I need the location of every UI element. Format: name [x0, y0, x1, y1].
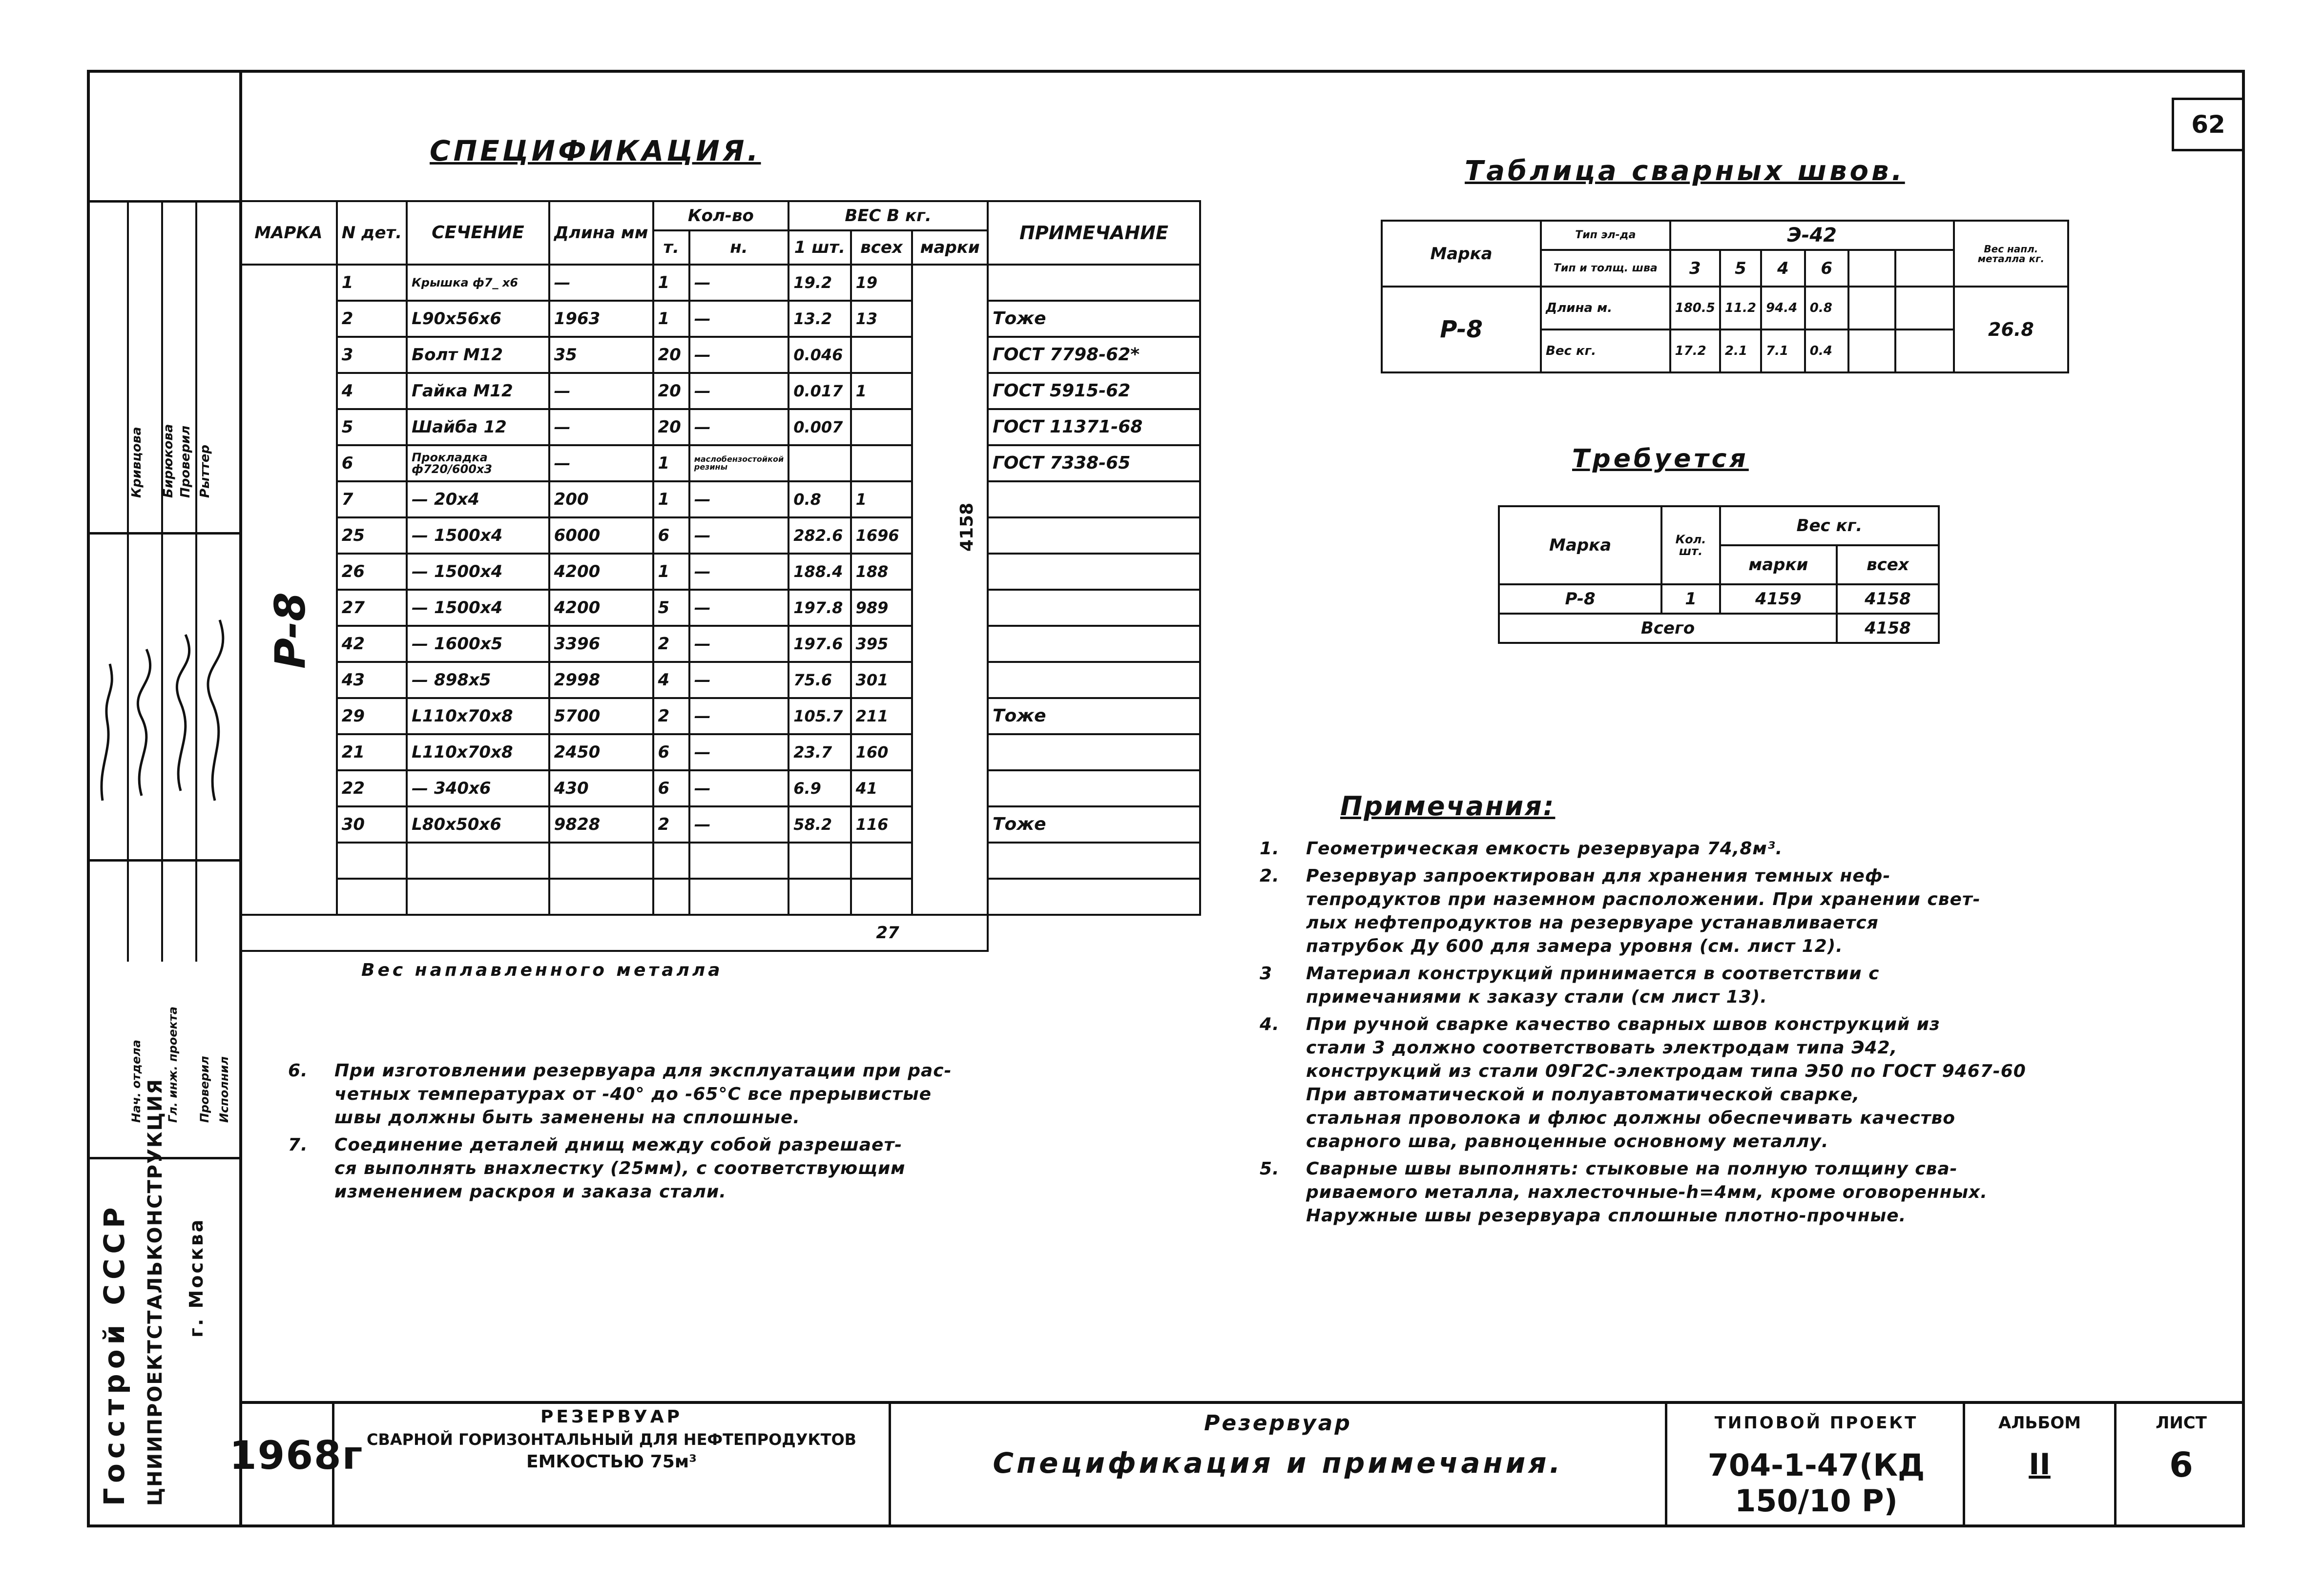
spec-section: — 1500x4	[407, 554, 549, 590]
required-table	[1498, 505, 1940, 644]
role-label-bottom-4: Нач. отдела	[129, 1039, 143, 1123]
title-block-div-2	[889, 1401, 891, 1527]
spec-length: 1963	[549, 301, 653, 337]
note-item	[1260, 1157, 2231, 1228]
spec-note: Тоже	[988, 806, 1200, 843]
spec-qty-n: —	[689, 698, 788, 734]
title-sheet	[893, 1411, 1662, 1480]
weld-length-1: 180.5	[1670, 287, 1720, 330]
spec-mark-weight-cell	[912, 265, 988, 915]
spec-row	[240, 879, 1200, 915]
weld-weight-4: 0.4	[1805, 330, 1848, 372]
spec-qty-n: —	[689, 517, 788, 554]
spec-part-no: 42	[337, 626, 407, 662]
col-length-header: Длина мм	[549, 201, 653, 265]
col-part-header: N дет.	[337, 201, 407, 265]
spec-weight-one: 58.2	[788, 806, 851, 843]
spec-weight-all: 41	[851, 770, 913, 806]
spec-section: — 1600x5	[407, 626, 549, 662]
spec-weight-all	[851, 409, 913, 445]
spec-row	[240, 806, 1200, 843]
note-line: сварного шва, равноценные основному металлу.	[1306, 1132, 1829, 1152]
spec-note: ГОСТ 7338-65	[988, 445, 1200, 481]
spec-part-no: 4	[337, 373, 407, 409]
spec-section	[407, 843, 549, 879]
spec-note	[988, 770, 1200, 806]
title-object-line3: ЕМКОСТЬЮ 75м³	[526, 1452, 697, 1472]
note-line: ся выполнять внахлестку (25мм), с соответствующим	[334, 1158, 906, 1178]
req-mark-header: Марка	[1499, 506, 1661, 584]
title-year: 1968г	[229, 1433, 364, 1478]
side-stamp-divider-v1	[127, 200, 129, 962]
spec-row	[240, 734, 1200, 770]
col-w-one-header: 1 шт.	[788, 230, 851, 265]
spec-section: — 20x4	[407, 481, 549, 517]
spec-title: СПЕЦИФИКАЦИЯ.	[430, 134, 761, 167]
spec-qty-t: 20	[653, 409, 689, 445]
spec-part-no: 30	[337, 806, 407, 843]
spec-weight-one: 197.8	[788, 590, 851, 626]
col-weight-header: ВЕС В кг.	[788, 201, 988, 230]
spec-row	[240, 698, 1200, 734]
spec-weight-one: 13.2	[788, 301, 851, 337]
spec-weight-all: 1	[851, 373, 913, 409]
note-line: Резервуар запроектирован для хранения темных неф-	[1306, 866, 1891, 886]
spec-weight-all: 13	[851, 301, 913, 337]
spec-mark-weight: 4158	[957, 502, 977, 552]
spec-qty-t	[653, 879, 689, 915]
weld-weight-1: 17.2	[1670, 330, 1720, 372]
note-line: стальная проволока и флюс должны обеспечивать качество	[1306, 1108, 1956, 1128]
weld-mark: P-8	[1382, 287, 1541, 372]
spec-length: —	[549, 265, 653, 301]
note-line: примечаниями к заказу стали (см лист 13).	[1306, 987, 1767, 1007]
spec-qty-n: —	[689, 590, 788, 626]
spec-qty-n: —	[689, 301, 788, 337]
spec-row	[240, 662, 1200, 698]
page-number-box	[2172, 98, 2245, 151]
title-sheet-line1: Резервуар	[1204, 1411, 1352, 1436]
role-label-bottom-3: Гл. инж. проекта	[166, 1006, 180, 1123]
spec-section: L90x56x6	[407, 301, 549, 337]
spec-qty-n: —	[689, 409, 788, 445]
spec-weight-all: 211	[851, 698, 913, 734]
spec-row	[240, 481, 1200, 517]
spec-table	[239, 200, 1201, 952]
spec-row	[240, 517, 1200, 554]
spec-row	[240, 337, 1200, 373]
title-object-line1: РЕЗЕРВУАР	[540, 1407, 683, 1427]
title-block-top-rule	[239, 1401, 2245, 1404]
spec-weight-one	[788, 445, 851, 481]
note-line: стали 3 должно соответствовать электродам типа Э42,	[1306, 1038, 1898, 1058]
spec-qty-n: маслобензостойкой резины	[689, 445, 788, 481]
spec-weight-all: 188	[851, 554, 913, 590]
col-w-mark-header: марки	[912, 230, 988, 265]
weld-seam-col-6	[1895, 250, 1954, 287]
spec-part-no: 43	[337, 662, 407, 698]
spec-qty-n: —	[689, 734, 788, 770]
spec-note	[988, 662, 1200, 698]
spec-qty-n	[689, 843, 788, 879]
side-stamp-divider-v3	[195, 200, 197, 962]
spec-section: Гайка М12	[407, 373, 549, 409]
spec-row	[240, 373, 1200, 409]
spec-weight-all	[851, 337, 913, 373]
weld-seam-label: Тип и толщ. шва	[1541, 250, 1670, 287]
spec-note: ГОСТ 11371-68	[988, 409, 1200, 445]
spec-note	[988, 626, 1200, 662]
spec-section: — 340x6	[407, 770, 549, 806]
weld-length-3: 94.4	[1761, 287, 1805, 330]
weld-table-title: Таблица сварных швов.	[1465, 155, 1905, 187]
spec-length: 2450	[549, 734, 653, 770]
role-label-bottom-1: Исполнил	[217, 1056, 231, 1123]
col-section-header: СЕЧЕНИЕ	[407, 201, 549, 265]
spec-note	[988, 554, 1200, 590]
spec-part-no: 3	[337, 337, 407, 373]
spec-qty-t: 1	[653, 554, 689, 590]
side-stamp-divider-v2	[161, 200, 163, 962]
spec-weight-one	[788, 843, 851, 879]
weld-seam-col-4: 6	[1805, 250, 1848, 287]
spec-note	[988, 734, 1200, 770]
spec-qty-t: 1	[653, 265, 689, 301]
spec-row	[240, 554, 1200, 590]
note-line: При автоматической и полуавтоматической сварке,	[1306, 1085, 1860, 1105]
spec-qty-t: 1	[653, 301, 689, 337]
spec-section: L80x50x6	[407, 806, 549, 843]
note-line: Материал конструкций принимается в соответствии с	[1306, 964, 1880, 984]
title-sheet-line2: Спецификация и примечания.	[993, 1446, 1563, 1480]
title-block-div-4	[1963, 1401, 1965, 1527]
spec-qty-t: 2	[653, 806, 689, 843]
role-label-bottom-2: Проверил	[198, 1056, 211, 1123]
note-line: тепродуктов при наземном расположении. При хранении свет-	[1306, 889, 1981, 909]
spec-part-no: 29	[337, 698, 407, 734]
req-row-wall: 4158	[1837, 584, 1939, 614]
spec-section: Прокладка ф720/600x3	[407, 445, 549, 481]
spec-length: —	[549, 445, 653, 481]
spec-length: 430	[549, 770, 653, 806]
spec-footer-label: Вес наплавленного металла	[361, 960, 723, 980]
side-stamp-rule-1	[87, 532, 242, 535]
spec-length: —	[549, 409, 653, 445]
spec-row	[240, 590, 1200, 626]
spec-note	[988, 843, 1200, 879]
spec-weight-one: 0.017	[788, 373, 851, 409]
spec-section: L110x70x8	[407, 698, 549, 734]
role-label-top-2: Проверил	[178, 425, 193, 498]
spec-note: ГОСТ 7798-62*	[988, 337, 1200, 373]
spec-qty-n: —	[689, 481, 788, 517]
spec-qty-n: —	[689, 770, 788, 806]
weld-total-header: Вес напл. металла кг.	[1954, 221, 2068, 287]
spec-weight-all	[851, 445, 913, 481]
spec-part-no	[337, 843, 407, 879]
note-line: Наружные швы резервуара сплошные плотно-прочные.	[1306, 1206, 1907, 1226]
spec-note	[988, 517, 1200, 554]
spec-qty-t: 2	[653, 626, 689, 662]
spec-weight-one: 19.2	[788, 265, 851, 301]
note-number: 5.	[1260, 1159, 1280, 1179]
weld-length-4: 0.8	[1805, 287, 1848, 330]
spec-length: 6000	[549, 517, 653, 554]
spec-part-no: 6	[337, 445, 407, 481]
spec-length: 4200	[549, 590, 653, 626]
spec-qty-t	[653, 843, 689, 879]
spec-qty-n: —	[689, 337, 788, 373]
spec-weight-all: 301	[851, 662, 913, 698]
spec-part-no: 5	[337, 409, 407, 445]
weld-table	[1381, 220, 2069, 373]
spec-note: Тоже	[988, 698, 1200, 734]
spec-section: Крышка ф7_ x6	[407, 265, 549, 301]
spec-weight-one: 0.046	[788, 337, 851, 373]
note-item	[1260, 1013, 2231, 1153]
spec-weight-all: 19	[851, 265, 913, 301]
notes-left-list	[288, 1059, 1260, 1208]
spec-weight-all: 1	[851, 481, 913, 517]
spec-length: 4200	[549, 554, 653, 590]
spec-length: 200	[549, 481, 653, 517]
note-number: 7.	[288, 1135, 308, 1155]
col-note-header: ПРИМЕЧАНИЕ	[988, 201, 1200, 265]
weld-type-label: Тип эл-да	[1541, 221, 1670, 250]
spec-qty-t: 5	[653, 590, 689, 626]
spec-qty-t: 1	[653, 445, 689, 481]
weld-length-label: Длина м.	[1541, 287, 1670, 330]
sheet-value: 6	[2169, 1445, 2193, 1485]
req-qty-header: Кол. шт.	[1661, 506, 1720, 584]
role-label-top-3: Бирюкова	[161, 424, 176, 498]
spec-qty-t: 6	[653, 770, 689, 806]
col-qty-header: Кол-во	[653, 201, 789, 230]
spec-qty-t: 20	[653, 373, 689, 409]
spec-footer-value: 27	[788, 915, 988, 951]
note-line: Сварные швы выполнять: стыковые на полную толщину сва-	[1306, 1159, 1958, 1179]
spec-weight-all: 1696	[851, 517, 913, 554]
spec-mark-value: P-8	[266, 592, 315, 669]
spec-qty-t: 2	[653, 698, 689, 734]
title-block-div-5	[2114, 1401, 2116, 1527]
spec-qty-n: —	[689, 373, 788, 409]
spec-section: — 1500x4	[407, 590, 549, 626]
spec-part-no	[337, 879, 407, 915]
project-label: ТИПОВОЙ ПРОЕКТ	[1714, 1413, 1918, 1433]
sheet-label: ЛИСТ	[2156, 1413, 2207, 1433]
project-value: 704-1-47(КД 150/10 Р)	[1707, 1447, 1925, 1519]
spec-weight-all: 989	[851, 590, 913, 626]
spec-weight-one	[788, 879, 851, 915]
spec-qty-n: —	[689, 265, 788, 301]
spec-qty-n: —	[689, 806, 788, 843]
spec-weight-all: 395	[851, 626, 913, 662]
spec-weight-one: 282.6	[788, 517, 851, 554]
note-line: швы должны быть заменены на сплошные.	[334, 1108, 800, 1128]
spec-row	[240, 445, 1200, 481]
req-row-qty: 1	[1661, 584, 1720, 614]
spec-part-no: 22	[337, 770, 407, 806]
spec-qty-n: —	[689, 626, 788, 662]
title-object	[337, 1406, 886, 1473]
spec-qty-n	[689, 879, 788, 915]
req-row-mark: P-8	[1499, 584, 1661, 614]
spec-length: 2998	[549, 662, 653, 698]
weld-weight-3: 7.1	[1761, 330, 1805, 372]
spec-section: Шайба 12	[407, 409, 549, 445]
spec-weight-all: 160	[851, 734, 913, 770]
spec-length: —	[549, 373, 653, 409]
weld-seam-col-5	[1848, 250, 1895, 287]
weld-seam-col-3: 4	[1761, 250, 1805, 287]
required-title: Требуется	[1572, 444, 1749, 474]
note-number: 4.	[1260, 1014, 1280, 1034]
notes-list	[1260, 837, 2231, 1232]
spec-note	[988, 481, 1200, 517]
spec-section: L110x70x8	[407, 734, 549, 770]
frame-left-top-rule	[87, 200, 242, 203]
spec-weight-all	[851, 879, 913, 915]
title-block-div-3	[1665, 1401, 1667, 1527]
note-item	[1260, 962, 2231, 1009]
spec-row	[240, 770, 1200, 806]
spec-note	[988, 590, 1200, 626]
weld-seam-col-1: 3	[1670, 250, 1720, 287]
spec-qty-t: 6	[653, 734, 689, 770]
spec-qty-t: 4	[653, 662, 689, 698]
req-weight-header: Вес кг.	[1720, 506, 1939, 545]
note-line: патрубок Ду 600 для замера уровня (см. лист 12).	[1306, 936, 1843, 956]
spec-qty-t: 6	[653, 517, 689, 554]
spec-section: — 1500x4	[407, 517, 549, 554]
weld-total: 26.8	[1954, 287, 2068, 372]
spec-note	[988, 265, 1200, 301]
spec-row	[240, 265, 1200, 301]
weld-seam-col-2: 5	[1720, 250, 1761, 287]
req-wmark-header: марки	[1720, 545, 1837, 584]
col-w-all-header: всех	[851, 230, 913, 265]
weld-length-2: 11.2	[1720, 287, 1761, 330]
note-line: конструкций из стали 09Г2С-электродам типа Э50 по ГОСТ 9467-60	[1306, 1061, 2026, 1081]
spec-weight-one: 105.7	[788, 698, 851, 734]
spec-weight-one: 0.8	[788, 481, 851, 517]
spec-qty-t: 1	[653, 481, 689, 517]
note-item	[288, 1133, 1260, 1204]
spec-weight-one: 188.4	[788, 554, 851, 590]
spec-weight-all: 116	[851, 806, 913, 843]
spec-part-no: 21	[337, 734, 407, 770]
spec-mark-cell	[240, 265, 337, 915]
col-mark-header: МАРКА	[240, 201, 337, 265]
album-value: II	[2029, 1447, 2051, 1482]
weld-electrode: Э-42	[1670, 221, 1954, 250]
col-qty-t-header: т.	[653, 230, 689, 265]
note-line: При изготовлении резервуара для эксплуатации при рас-	[334, 1061, 952, 1081]
spec-row	[240, 626, 1200, 662]
spec-section: Болт М12	[407, 337, 549, 373]
spec-length: 35	[549, 337, 653, 373]
note-line: Геометрическая емкость резервуара 74,8м³.	[1306, 839, 1783, 859]
note-item	[1260, 865, 2231, 958]
spec-section: — 898x5	[407, 662, 549, 698]
note-line: Соединение деталей днищ между собой разрешает-	[334, 1135, 903, 1155]
note-number: 6.	[288, 1061, 308, 1081]
req-total-label: Всего	[1499, 614, 1837, 643]
spec-weight-all	[851, 843, 913, 879]
spec-part-no: 26	[337, 554, 407, 590]
note-item	[288, 1059, 1260, 1130]
spec-part-no: 25	[337, 517, 407, 554]
spec-row	[240, 409, 1200, 445]
spec-length: 5700	[549, 698, 653, 734]
spec-length: 9828	[549, 806, 653, 843]
weld-weight-2: 2.1	[1720, 330, 1761, 372]
org-institute: ЦНИИПРОЕКТСТАЛЬКОНСТРУКЦИЯ	[144, 1078, 166, 1506]
spec-weight-one: 6.9	[788, 770, 851, 806]
req-total: 4158	[1837, 614, 1939, 643]
weld-mark-header: Марка	[1382, 221, 1541, 287]
album-label: АЛЬБОМ	[1998, 1413, 2081, 1433]
spec-length	[549, 879, 653, 915]
spec-row	[240, 843, 1200, 879]
note-number: 1.	[1260, 839, 1280, 859]
note-line: изменением раскроя и заказа стали.	[334, 1182, 726, 1202]
signatures-image	[88, 605, 239, 810]
role-label-top-4: Кривцова	[129, 427, 144, 498]
org-gosstroy: Госстрой СССР	[98, 1202, 131, 1506]
spec-qty-n: —	[689, 554, 788, 590]
org-city: г. Москва	[186, 1217, 207, 1338]
spec-section	[407, 879, 549, 915]
req-row-wmark: 4159	[1720, 584, 1837, 614]
spec-note: Тоже	[988, 301, 1200, 337]
spec-length	[549, 843, 653, 879]
spec-weight-one: 0.007	[788, 409, 851, 445]
note-item	[1260, 837, 2231, 861]
note-line: При ручной сварке качество сварных швов конструкций из	[1306, 1014, 1940, 1034]
spec-qty-n: —	[689, 662, 788, 698]
spec-note	[988, 879, 1200, 915]
note-line: лых нефтепродуктов на резервуаре устанавливается	[1306, 913, 1879, 933]
page-number: 62	[2191, 110, 2225, 139]
spec-part-no: 1	[337, 265, 407, 301]
spec-qty-t: 20	[653, 337, 689, 373]
note-number: 3	[1260, 964, 1273, 984]
spec-weight-one: 23.7	[788, 734, 851, 770]
spec-weight-one: 75.6	[788, 662, 851, 698]
spec-length: 3396	[549, 626, 653, 662]
spec-part-no: 7	[337, 481, 407, 517]
col-qty-n-header: н.	[689, 230, 788, 265]
note-line: четных температурах от -40° до -65°С все прерывистые	[334, 1084, 932, 1104]
side-stamp-rule-2	[87, 859, 242, 862]
note-number: 2.	[1260, 866, 1280, 886]
spec-weight-one: 197.6	[788, 626, 851, 662]
role-label-top-1: Рыттер	[198, 445, 212, 498]
weld-weight-label: Вес кг.	[1541, 330, 1670, 372]
spec-part-no: 27	[337, 590, 407, 626]
spec-part-no: 2	[337, 301, 407, 337]
notes-title: Примечания:	[1340, 791, 1556, 822]
spec-note: ГОСТ 5915-62	[988, 373, 1200, 409]
req-wall-header: всех	[1837, 545, 1939, 584]
spec-row	[240, 301, 1200, 337]
note-line: риваемого металла, нахлесточные-h=4мм, кроме оговоренных.	[1306, 1182, 1988, 1202]
title-object-line2: СВАРНОЙ ГОРИЗОНТАЛЬНЫЙ ДЛЯ НЕФТЕПРОДУКТОВ	[366, 1430, 857, 1449]
